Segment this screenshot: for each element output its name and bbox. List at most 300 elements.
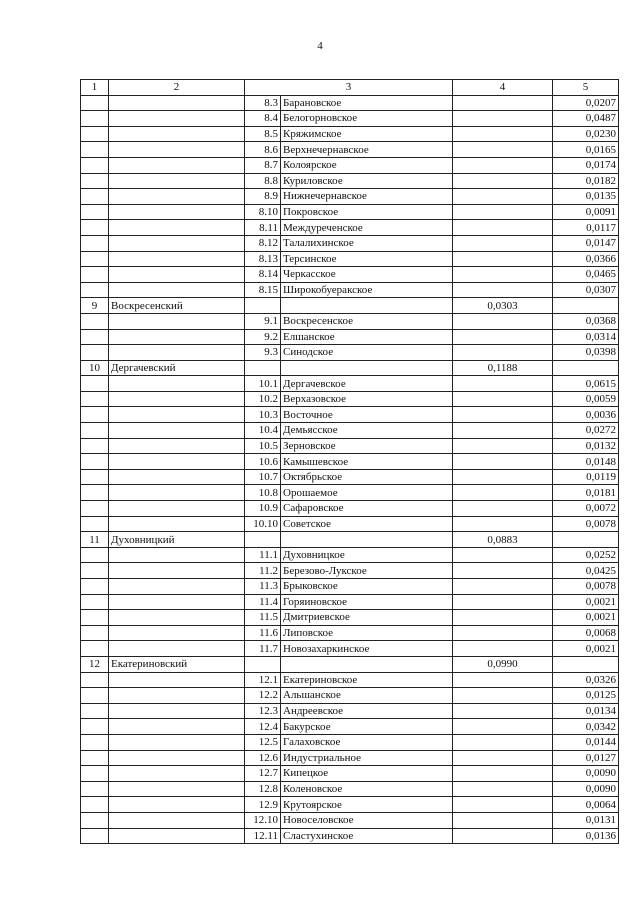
- empty-cell: [81, 485, 109, 501]
- district-number: 12: [81, 656, 109, 672]
- empty-cell: [453, 719, 553, 735]
- empty-cell: [453, 111, 553, 127]
- empty-cell: [453, 625, 553, 641]
- empty-cell: [109, 485, 245, 501]
- empty-cell: [453, 235, 553, 251]
- settlement-code: 8.14: [245, 267, 281, 283]
- settlement-code: 12.3: [245, 703, 281, 719]
- settlement-name: Восточное: [281, 407, 453, 423]
- settlement-share: 0,0148: [553, 454, 619, 470]
- settlement-share: 0,0132: [553, 438, 619, 454]
- settlement-share: 0,0072: [553, 501, 619, 517]
- settlement-code: 11.2: [245, 563, 281, 579]
- settlement-name: Колоярское: [281, 157, 453, 173]
- district-row: [81, 656, 619, 672]
- settlement-name: Елшанское: [281, 329, 453, 345]
- empty-cell: [453, 282, 553, 298]
- empty-cell: [81, 454, 109, 470]
- settlement-code: 12.5: [245, 734, 281, 750]
- empty-cell: [109, 469, 245, 485]
- settlement-code: 12.10: [245, 812, 281, 828]
- empty-cell: [453, 173, 553, 189]
- settlement-name: Советское: [281, 516, 453, 532]
- settlement-code: 10.4: [245, 423, 281, 439]
- empty-cell: [109, 189, 245, 205]
- settlement-code: 12.11: [245, 828, 281, 844]
- settlement-code: 10.1: [245, 376, 281, 392]
- empty-cell: [109, 781, 245, 797]
- empty-cell: [109, 547, 245, 563]
- settlement-name: Дергачевское: [281, 376, 453, 392]
- empty-cell: [453, 220, 553, 236]
- header-col-3: 3: [245, 80, 453, 96]
- settlement-share: 0,0064: [553, 797, 619, 813]
- empty-cell: [81, 501, 109, 517]
- settlement-share: 0,0036: [553, 407, 619, 423]
- empty-cell: [81, 563, 109, 579]
- settlement-code: 10.7: [245, 469, 281, 485]
- empty-cell: [81, 610, 109, 626]
- empty-cell: [81, 220, 109, 236]
- settlement-name: Нижнечернавское: [281, 189, 453, 205]
- settlement-row: [81, 750, 619, 766]
- settlement-name: Кипецкое: [281, 766, 453, 782]
- settlement-name: Духовницкое: [281, 547, 453, 563]
- empty-cell: [109, 376, 245, 392]
- empty-cell: [109, 267, 245, 283]
- settlement-share: 0,0230: [553, 126, 619, 142]
- empty-cell: [453, 501, 553, 517]
- settlement-code: 12.7: [245, 766, 281, 782]
- settlement-name: Альшанское: [281, 688, 453, 704]
- settlement-name: Коленовское: [281, 781, 453, 797]
- settlement-row: [81, 329, 619, 345]
- settlement-row: [81, 313, 619, 329]
- empty-cell: [81, 438, 109, 454]
- settlement-share: 0,0090: [553, 766, 619, 782]
- settlement-name: Барановское: [281, 95, 453, 111]
- empty-cell: [453, 267, 553, 283]
- empty-cell: [109, 734, 245, 750]
- district-name: Дергачевский: [109, 360, 245, 376]
- empty-cell: [109, 579, 245, 595]
- district-value: 0,0883: [453, 532, 553, 548]
- empty-cell: [109, 329, 245, 345]
- settlement-name: Новозахаркинское: [281, 641, 453, 657]
- empty-cell: [109, 204, 245, 220]
- settlement-share: 0,0398: [553, 345, 619, 361]
- empty-cell: [109, 501, 245, 517]
- empty-cell: [109, 610, 245, 626]
- settlement-name: Индустриальное: [281, 750, 453, 766]
- settlement-row: [81, 454, 619, 470]
- empty-cell: [81, 781, 109, 797]
- settlement-name: Междуреченское: [281, 220, 453, 236]
- settlement-row: [81, 828, 619, 844]
- empty-cell: [553, 298, 619, 314]
- empty-cell: [109, 173, 245, 189]
- district-value: 0,0303: [453, 298, 553, 314]
- empty-cell: [453, 142, 553, 158]
- settlement-code: 10.5: [245, 438, 281, 454]
- settlement-name: Талалихинское: [281, 235, 453, 251]
- empty-cell: [81, 391, 109, 407]
- settlement-share: 0,0144: [553, 734, 619, 750]
- empty-cell: [81, 579, 109, 595]
- settlement-code: 11.7: [245, 641, 281, 657]
- settlement-code: 9.3: [245, 345, 281, 361]
- empty-cell: [453, 688, 553, 704]
- settlement-code: 9.2: [245, 329, 281, 345]
- empty-cell: [81, 641, 109, 657]
- settlement-row: [81, 438, 619, 454]
- settlement-share: 0,0125: [553, 688, 619, 704]
- empty-cell: [81, 95, 109, 111]
- settlement-name: Екатериновское: [281, 672, 453, 688]
- empty-cell: [109, 220, 245, 236]
- settlement-row: [81, 126, 619, 142]
- empty-cell: [81, 251, 109, 267]
- empty-cell: [281, 656, 453, 672]
- settlement-share: 0,0021: [553, 594, 619, 610]
- empty-cell: [453, 204, 553, 220]
- settlement-name: Белогорновское: [281, 111, 453, 127]
- settlement-name: Воскресенское: [281, 313, 453, 329]
- empty-cell: [453, 703, 553, 719]
- empty-cell: [81, 267, 109, 283]
- settlement-name: Зерновское: [281, 438, 453, 454]
- settlement-code: 11.4: [245, 594, 281, 610]
- settlement-row: [81, 220, 619, 236]
- empty-cell: [109, 282, 245, 298]
- settlement-row: [81, 734, 619, 750]
- settlement-share: 0,0091: [553, 204, 619, 220]
- settlement-code: 12.8: [245, 781, 281, 797]
- settlement-row: [81, 797, 619, 813]
- empty-cell: [453, 423, 553, 439]
- settlement-row: [81, 251, 619, 267]
- empty-cell: [453, 734, 553, 750]
- empty-cell: [453, 376, 553, 392]
- district-number: 9: [81, 298, 109, 314]
- empty-cell: [109, 423, 245, 439]
- empty-cell: [81, 423, 109, 439]
- settlement-share: 0,0090: [553, 781, 619, 797]
- empty-cell: [553, 360, 619, 376]
- settlement-share: 0,0207: [553, 95, 619, 111]
- settlement-name: Верхнечернавское: [281, 142, 453, 158]
- empty-cell: [453, 95, 553, 111]
- empty-cell: [109, 688, 245, 704]
- empty-cell: [453, 391, 553, 407]
- settlement-code: 8.11: [245, 220, 281, 236]
- settlement-code: 11.1: [245, 547, 281, 563]
- empty-cell: [81, 719, 109, 735]
- settlement-name: Широкобуеракское: [281, 282, 453, 298]
- empty-cell: [453, 516, 553, 532]
- empty-cell: [109, 407, 245, 423]
- empty-cell: [453, 345, 553, 361]
- empty-cell: [453, 469, 553, 485]
- settlement-row: [81, 345, 619, 361]
- settlement-share: 0,0078: [553, 516, 619, 532]
- empty-cell: [109, 126, 245, 142]
- empty-cell: [109, 313, 245, 329]
- settlement-share: 0,0147: [553, 235, 619, 251]
- settlement-share: 0,0615: [553, 376, 619, 392]
- empty-cell: [453, 251, 553, 267]
- settlement-row: [81, 142, 619, 158]
- empty-cell: [81, 157, 109, 173]
- settlement-code: 11.6: [245, 625, 281, 641]
- table-header-row: [81, 80, 619, 96]
- empty-cell: [245, 656, 281, 672]
- settlement-row: [81, 376, 619, 392]
- settlement-share: 0,0021: [553, 610, 619, 626]
- empty-cell: [109, 516, 245, 532]
- settlement-row: [81, 719, 619, 735]
- settlement-code: 12.2: [245, 688, 281, 704]
- settlement-code: 10.2: [245, 391, 281, 407]
- empty-cell: [109, 563, 245, 579]
- settlement-share: 0,0368: [553, 313, 619, 329]
- settlement-row: [81, 501, 619, 517]
- empty-cell: [109, 251, 245, 267]
- settlement-name: Андреевское: [281, 703, 453, 719]
- empty-cell: [109, 703, 245, 719]
- empty-cell: [245, 298, 281, 314]
- empty-cell: [109, 812, 245, 828]
- empty-cell: [81, 142, 109, 158]
- empty-cell: [81, 766, 109, 782]
- settlement-row: [81, 672, 619, 688]
- empty-cell: [81, 469, 109, 485]
- settlement-code: 10.10: [245, 516, 281, 532]
- settlement-code: 8.3: [245, 95, 281, 111]
- settlement-name: Демьясское: [281, 423, 453, 439]
- settlement-code: 8.6: [245, 142, 281, 158]
- empty-cell: [81, 797, 109, 813]
- settlement-name: Крутоярское: [281, 797, 453, 813]
- empty-cell: [109, 750, 245, 766]
- settlement-row: [81, 469, 619, 485]
- empty-cell: [245, 532, 281, 548]
- settlement-row: [81, 157, 619, 173]
- empty-cell: [453, 594, 553, 610]
- settlement-code: 8.9: [245, 189, 281, 205]
- settlement-row: [81, 812, 619, 828]
- settlement-row: [81, 688, 619, 704]
- settlement-share: 0,0135: [553, 189, 619, 205]
- empty-cell: [81, 282, 109, 298]
- settlement-row: [81, 267, 619, 283]
- empty-cell: [109, 828, 245, 844]
- settlement-code: 8.15: [245, 282, 281, 298]
- settlement-row: [81, 189, 619, 205]
- settlement-share: 0,0252: [553, 547, 619, 563]
- settlement-row: [81, 423, 619, 439]
- settlement-row: [81, 703, 619, 719]
- empty-cell: [81, 126, 109, 142]
- empty-cell: [453, 828, 553, 844]
- settlement-name: Дмитриевское: [281, 610, 453, 626]
- empty-cell: [109, 625, 245, 641]
- settlement-name: Бакурское: [281, 719, 453, 735]
- empty-cell: [453, 766, 553, 782]
- empty-cell: [453, 454, 553, 470]
- settlement-row: [81, 485, 619, 501]
- settlement-share: 0,0181: [553, 485, 619, 501]
- settlement-row: [81, 563, 619, 579]
- settlement-share: 0,0136: [553, 828, 619, 844]
- settlement-row: [81, 547, 619, 563]
- district-row: [81, 532, 619, 548]
- district-row: [81, 360, 619, 376]
- settlement-row: [81, 407, 619, 423]
- settlement-share: 0,0366: [553, 251, 619, 267]
- settlement-share: 0,0487: [553, 111, 619, 127]
- empty-cell: [109, 157, 245, 173]
- empty-cell: [453, 812, 553, 828]
- settlement-code: 9.1: [245, 313, 281, 329]
- empty-cell: [553, 656, 619, 672]
- district-row: [81, 298, 619, 314]
- settlement-row: [81, 204, 619, 220]
- district-value: 0,1188: [453, 360, 553, 376]
- empty-cell: [109, 766, 245, 782]
- empty-cell: [81, 313, 109, 329]
- settlement-name: Горяиновское: [281, 594, 453, 610]
- empty-cell: [109, 235, 245, 251]
- settlement-share: 0,0307: [553, 282, 619, 298]
- settlement-row: [81, 235, 619, 251]
- empty-cell: [81, 672, 109, 688]
- empty-cell: [81, 734, 109, 750]
- empty-cell: [453, 781, 553, 797]
- empty-cell: [553, 532, 619, 548]
- settlement-name: Терсинское: [281, 251, 453, 267]
- district-name: Воскресенский: [109, 298, 245, 314]
- empty-cell: [109, 797, 245, 813]
- settlement-share: 0,0314: [553, 329, 619, 345]
- settlement-share: 0,0068: [553, 625, 619, 641]
- settlement-name: Брыковское: [281, 579, 453, 595]
- settlement-share: 0,0182: [553, 173, 619, 189]
- settlement-code: 8.12: [245, 235, 281, 251]
- empty-cell: [81, 204, 109, 220]
- settlement-code: 11.5: [245, 610, 281, 626]
- settlement-share: 0,0059: [553, 391, 619, 407]
- empty-cell: [281, 532, 453, 548]
- empty-cell: [109, 454, 245, 470]
- empty-cell: [81, 625, 109, 641]
- settlement-row: [81, 594, 619, 610]
- empty-cell: [453, 610, 553, 626]
- settlement-share: 0,0119: [553, 469, 619, 485]
- empty-cell: [81, 111, 109, 127]
- empty-cell: [453, 563, 553, 579]
- empty-cell: [109, 391, 245, 407]
- district-value: 0,0990: [453, 656, 553, 672]
- empty-cell: [109, 641, 245, 657]
- settlement-name: Синодское: [281, 345, 453, 361]
- settlement-code: 10.6: [245, 454, 281, 470]
- settlement-name: Сластухинское: [281, 828, 453, 844]
- empty-cell: [453, 797, 553, 813]
- settlement-name: Галаховское: [281, 734, 453, 750]
- settlement-row: [81, 641, 619, 657]
- settlement-row: [81, 173, 619, 189]
- settlement-share: 0,0134: [553, 703, 619, 719]
- empty-cell: [453, 329, 553, 345]
- settlement-code: 12.6: [245, 750, 281, 766]
- empty-cell: [81, 547, 109, 563]
- empty-cell: [453, 189, 553, 205]
- empty-cell: [453, 641, 553, 657]
- settlement-share: 0,0131: [553, 812, 619, 828]
- empty-cell: [109, 719, 245, 735]
- settlement-code: 12.4: [245, 719, 281, 735]
- empty-cell: [453, 547, 553, 563]
- settlement-name: Березово-Лукское: [281, 563, 453, 579]
- empty-cell: [109, 672, 245, 688]
- empty-cell: [281, 360, 453, 376]
- settlement-name: Сафаровское: [281, 501, 453, 517]
- settlement-share: 0,0425: [553, 563, 619, 579]
- settlement-name: Покровское: [281, 204, 453, 220]
- empty-cell: [109, 594, 245, 610]
- settlement-name: Черкасское: [281, 267, 453, 283]
- header-col-5: 5: [553, 80, 619, 96]
- settlement-code: 10.8: [245, 485, 281, 501]
- empty-cell: [109, 111, 245, 127]
- settlement-name: Верхазовское: [281, 391, 453, 407]
- empty-cell: [81, 407, 109, 423]
- settlement-row: [81, 391, 619, 407]
- empty-cell: [81, 189, 109, 205]
- empty-cell: [453, 438, 553, 454]
- settlement-share: 0,0078: [553, 579, 619, 595]
- header-col-1: 1: [81, 80, 109, 96]
- settlement-row: [81, 625, 619, 641]
- settlement-share: 0,0021: [553, 641, 619, 657]
- district-number: 11: [81, 532, 109, 548]
- settlement-share: 0,0272: [553, 423, 619, 439]
- settlement-name: Куриловское: [281, 173, 453, 189]
- settlement-code: 8.8: [245, 173, 281, 189]
- empty-cell: [81, 688, 109, 704]
- empty-cell: [453, 672, 553, 688]
- empty-cell: [81, 235, 109, 251]
- empty-cell: [453, 579, 553, 595]
- header-col-4: 4: [453, 80, 553, 96]
- settlement-row: [81, 579, 619, 595]
- settlement-row: [81, 111, 619, 127]
- empty-cell: [109, 95, 245, 111]
- settlement-name: Октябрьское: [281, 469, 453, 485]
- settlement-code: 8.13: [245, 251, 281, 267]
- settlement-name: Новоселовское: [281, 812, 453, 828]
- empty-cell: [81, 345, 109, 361]
- empty-cell: [109, 438, 245, 454]
- settlement-code: 11.3: [245, 579, 281, 595]
- settlement-share: 0,0117: [553, 220, 619, 236]
- empty-cell: [453, 407, 553, 423]
- empty-cell: [81, 594, 109, 610]
- empty-cell: [81, 173, 109, 189]
- empty-cell: [453, 157, 553, 173]
- settlement-code: 12.1: [245, 672, 281, 688]
